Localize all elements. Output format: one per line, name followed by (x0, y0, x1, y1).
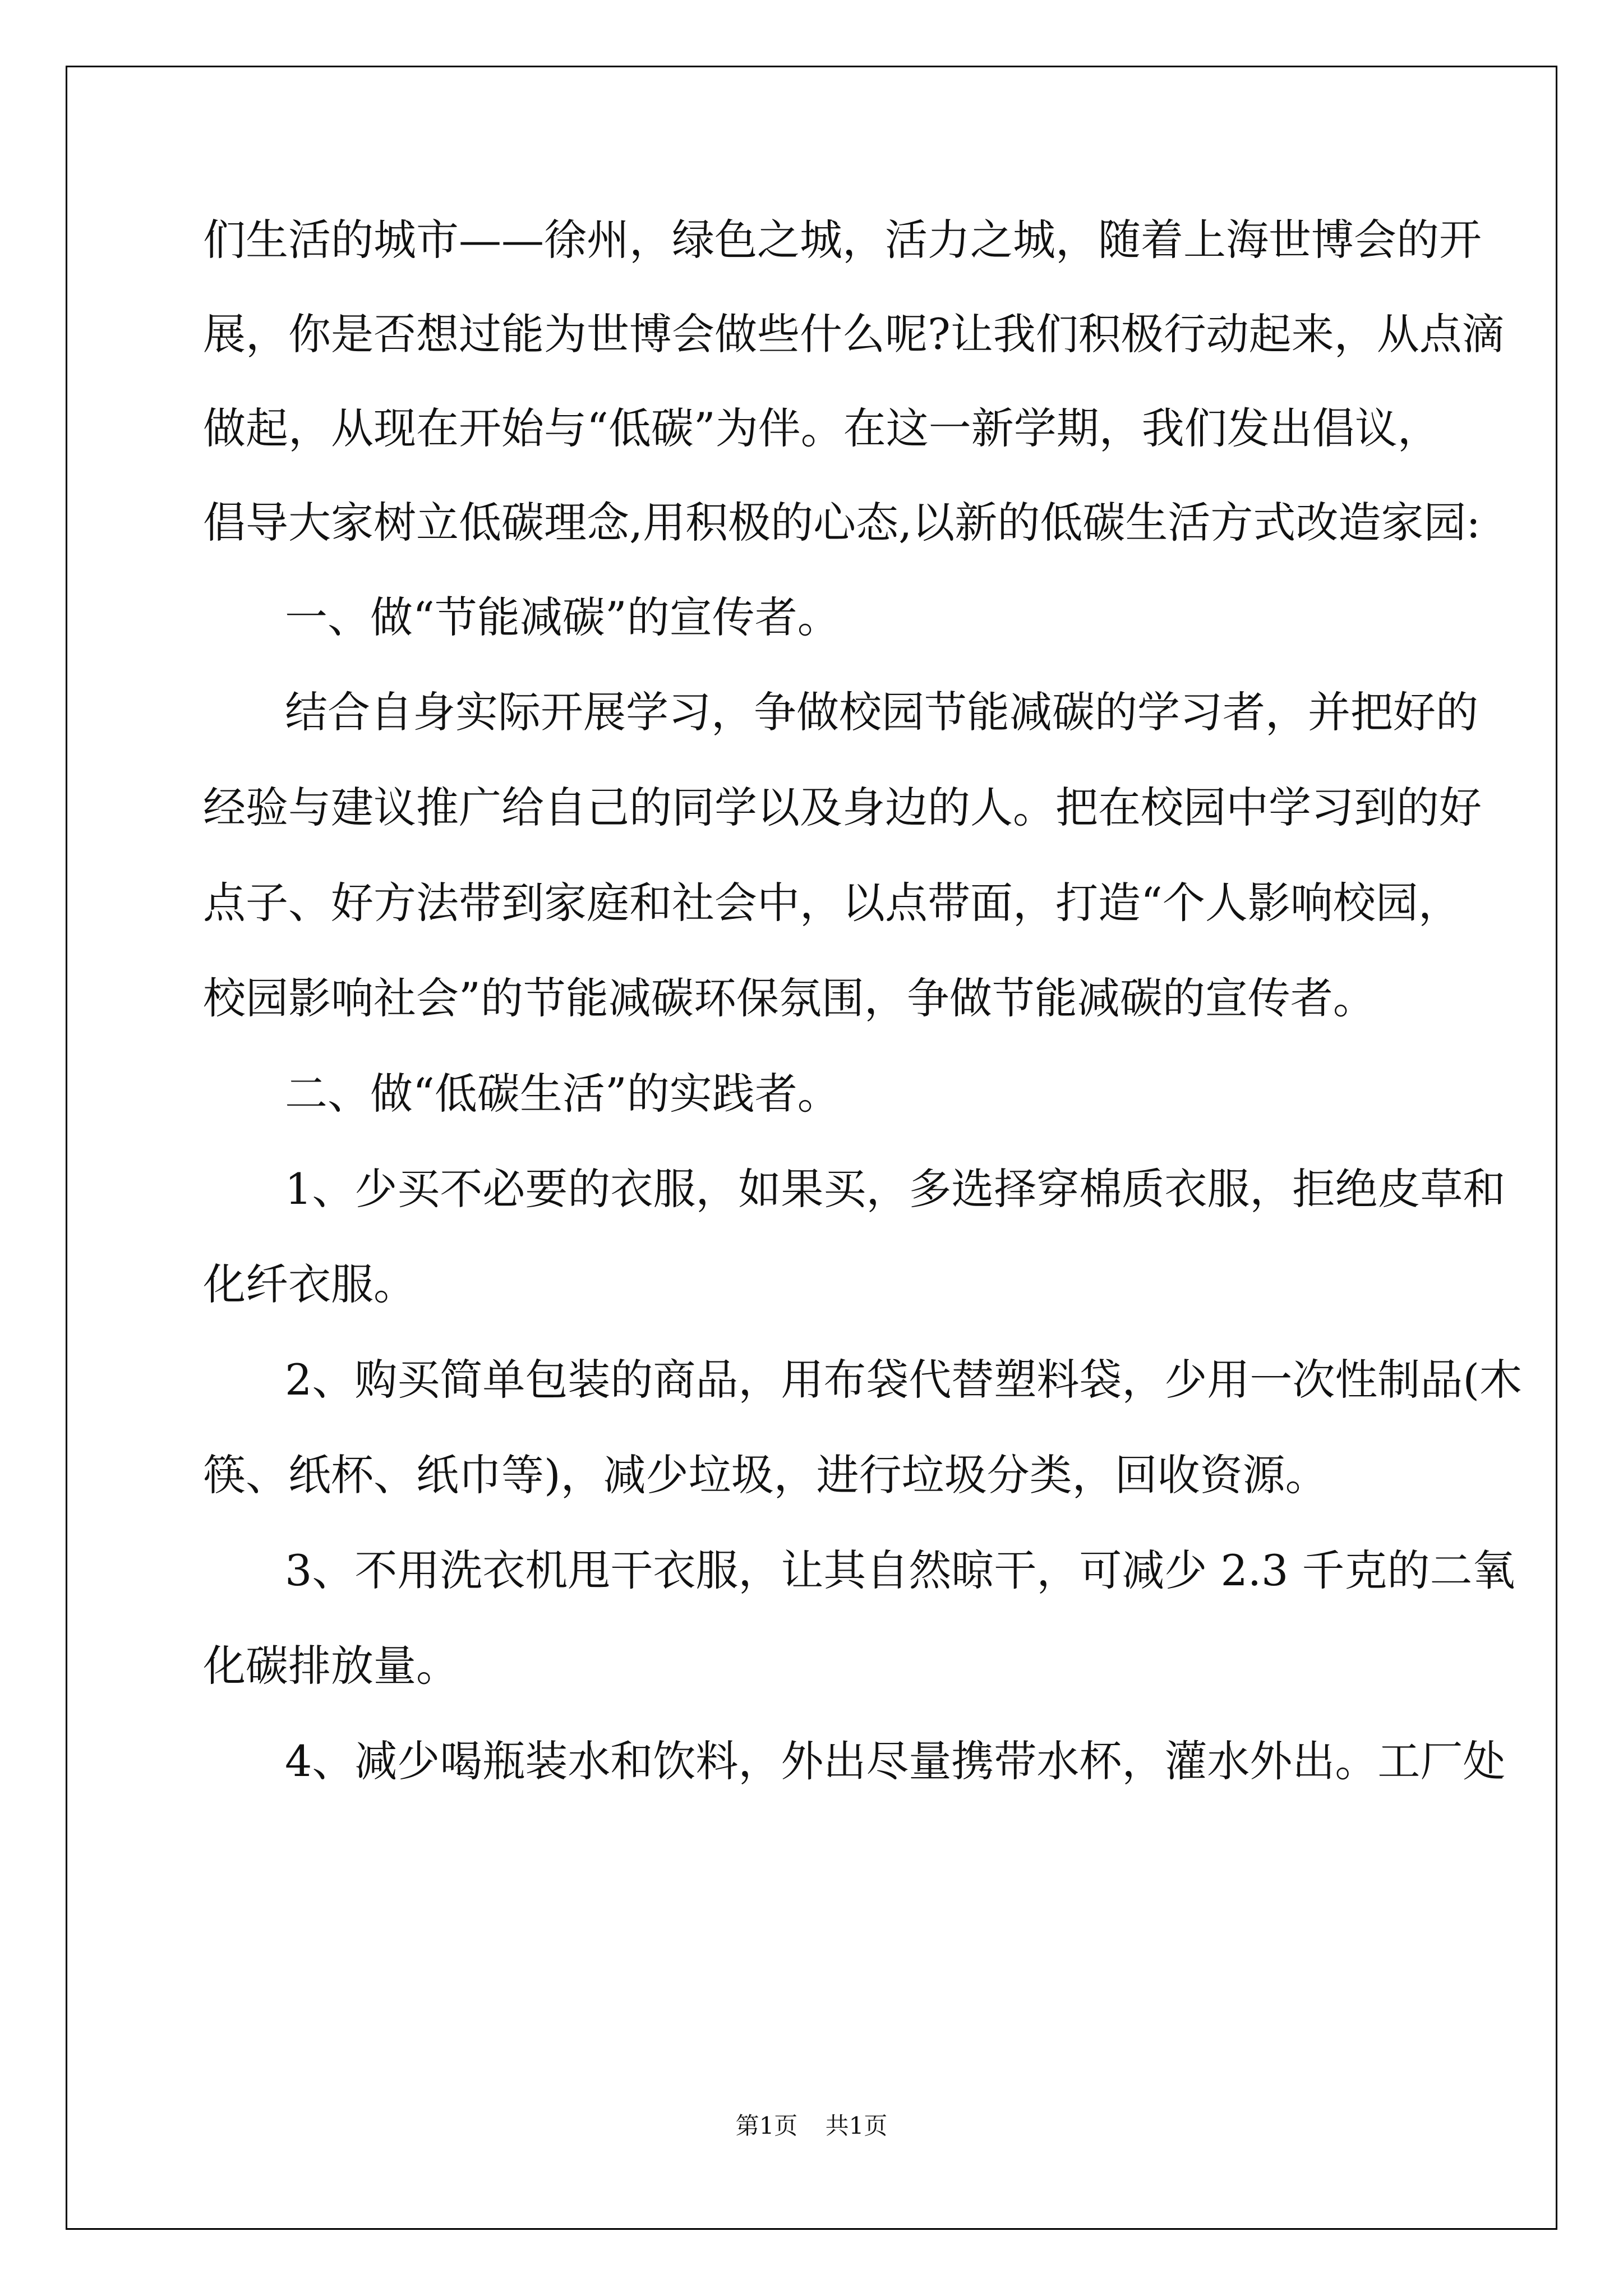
text-line: 倡导大家树立低碳理念,用积极的心态,以新的低碳生活方式改造家园: (203, 498, 1481, 547)
text-line: 化纤衣服。 (203, 1259, 416, 1309)
text-line: 3、不用洗衣机甩干衣服，让其自然晾干，可减少 2.3 千克的二氧 (285, 1545, 1515, 1595)
text-line: 结合自身实际开展学习，争做校园节能减碳的学习者，并把好的 (285, 687, 1478, 737)
text-line: 4、减少喝瓶装水和饮料，外出尽量携带水杯，灌水外出。工厂处 (285, 1736, 1506, 1786)
text-line: 校园影响社会”的节能减碳环保氛围，争做节能减碳的宣传者。 (203, 973, 1376, 1023)
page-total: 共1页 (825, 2112, 888, 2139)
text-line: 筷、纸杯、纸巾等)，减少垃圾，进行垃圾分类，回收资源。 (203, 1450, 1328, 1500)
text-line: 点子、好方法带到家庭和社会中，以点带面，打造“个人影响校园， (203, 878, 1461, 928)
page-footer (0, 2109, 1623, 2143)
section-heading: 二、做“低碳生活”的实践者。 (285, 1069, 840, 1119)
text-line: 做起，从现在开始与“低碳”为伴。在这一新学期，我们发出倡议， (203, 403, 1440, 453)
text-line: 们生活的城市——徐州，绿色之城，活力之城，随着上海世博会的开 (203, 215, 1482, 265)
text-line: 经验与建议推广给自己的同学以及身边的人。把在校园中学习到的好 (203, 783, 1482, 832)
text-line: 2、购买简单包装的商品，用布袋代替塑料袋，少用一次性制品(木 (285, 1355, 1523, 1405)
text-line: 展，你是否想过能为世博会做些什么呢?让我们积极行动起来，从点滴 (203, 309, 1505, 359)
page-number: 第1页 (735, 2112, 798, 2139)
text-line: 化碳排放量。 (203, 1641, 459, 1691)
section-heading: 一、做“节能减碳”的宣传者。 (285, 592, 840, 642)
page-border (66, 66, 1557, 2230)
text-line: 1、少买不必要的衣服，如果买，多选择穿棉质衣服，拒绝皮草和 (285, 1164, 1506, 1214)
